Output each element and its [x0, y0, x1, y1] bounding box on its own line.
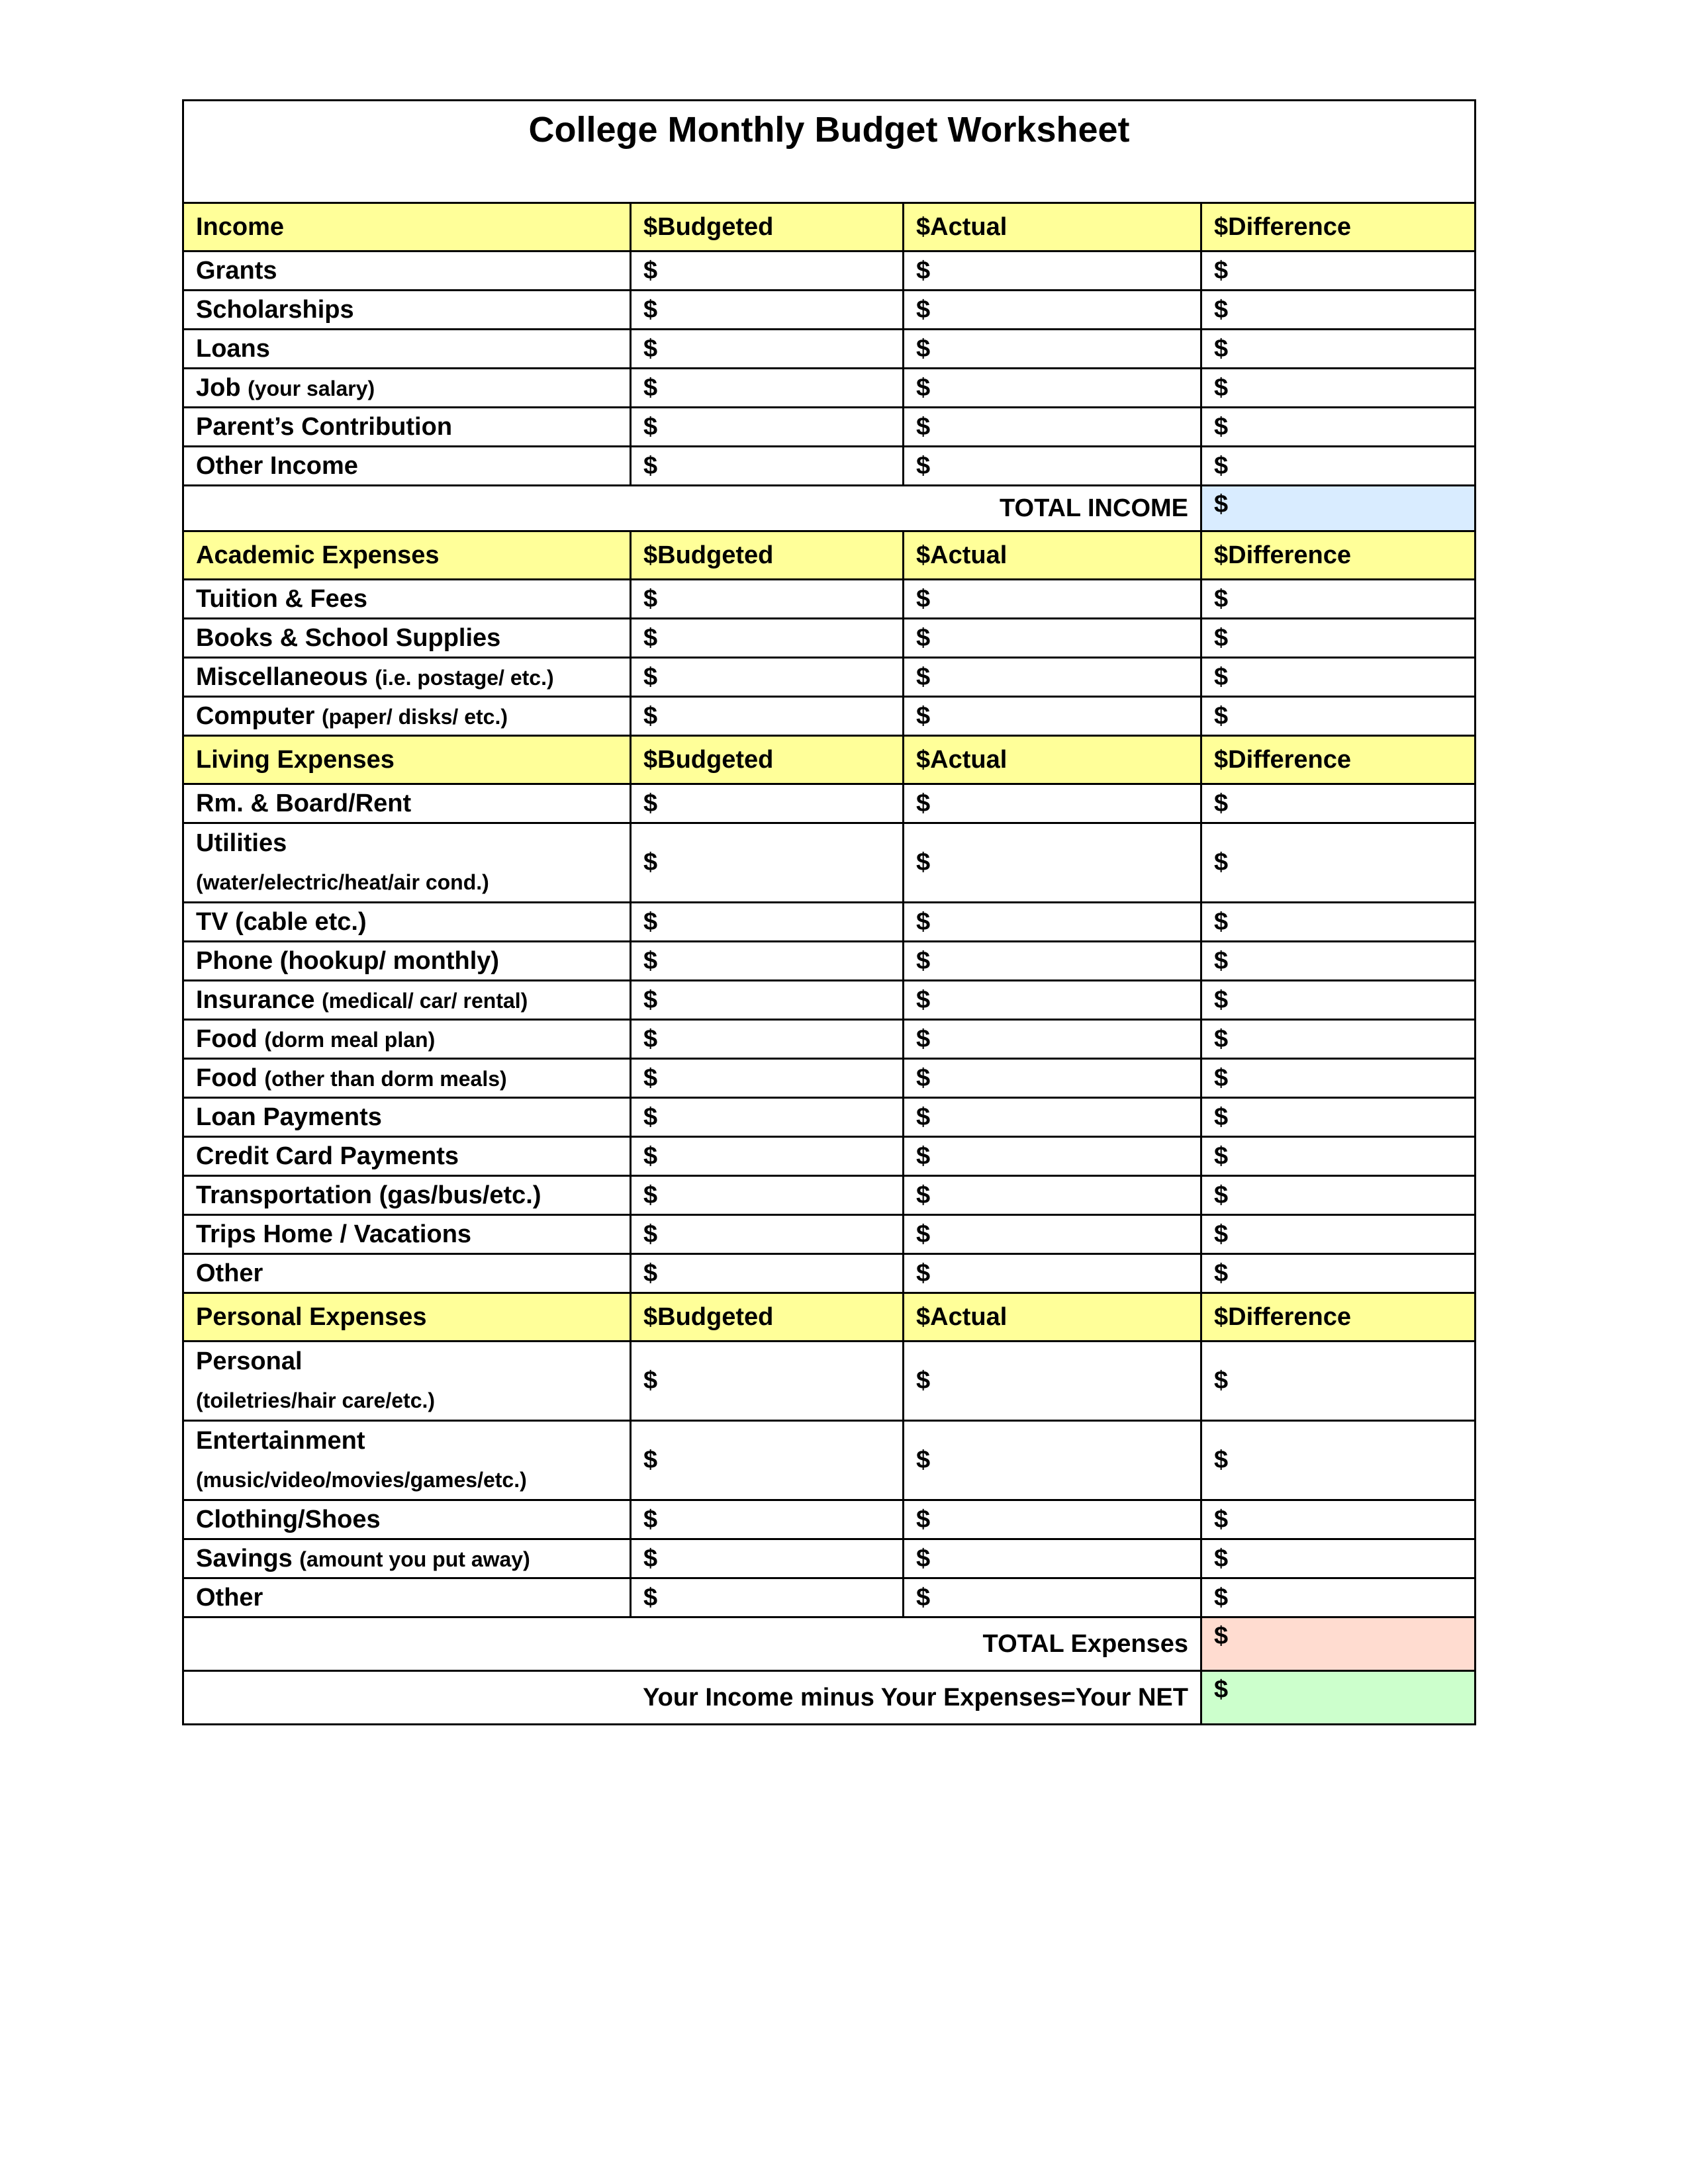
budgeted-amount-cell[interactable]: $ — [631, 1342, 904, 1421]
difference-amount-cell[interactable]: $ — [1201, 1020, 1476, 1059]
actual-amount-cell[interactable]: $ — [904, 981, 1201, 1020]
difference-amount-cell[interactable]: $ — [1201, 369, 1476, 408]
actual-amount-cell[interactable]: $ — [904, 1500, 1201, 1539]
budgeted-amount-cell[interactable]: $ — [631, 1421, 904, 1500]
table-row — [183, 1421, 1476, 1500]
budgeted-amount-cell[interactable]: $ — [631, 1098, 904, 1137]
row-label-text: Parent’s Contribution — [196, 412, 453, 441]
academic-heading: Academic Expenses — [183, 531, 631, 580]
table-row — [183, 251, 1476, 291]
table-row — [183, 942, 1476, 981]
budgeted-amount-cell[interactable]: $ — [631, 1500, 904, 1539]
budgeted-amount-cell[interactable]: $ — [631, 942, 904, 981]
row-label-text: Phone (hookup/ monthly) — [196, 946, 500, 975]
row-label-text: Tuition & Fees — [196, 584, 367, 613]
actual-amount-cell[interactable]: $ — [904, 1342, 1201, 1421]
difference-amount-cell[interactable]: $ — [1201, 251, 1476, 291]
column-actual: $Actual — [904, 203, 1201, 251]
row-label-note: (paper/ disks/ etc.) — [322, 704, 508, 729]
actual-amount-cell[interactable]: $ — [904, 1578, 1201, 1617]
budgeted-amount-cell[interactable]: $ — [631, 1137, 904, 1176]
academic-row-label — [183, 697, 631, 736]
row-label-text: Rm. & Board/Rent — [196, 789, 412, 817]
row-label-text: Entertainment — [196, 1427, 365, 1455]
total-income-amount-cell[interactable]: $ — [1201, 486, 1476, 531]
actual-amount-cell[interactable]: $ — [904, 1020, 1201, 1059]
actual-amount-cell[interactable]: $ — [904, 1176, 1201, 1215]
row-label-note: (other than dorm meals) — [264, 1066, 507, 1091]
difference-amount-cell[interactable]: $ — [1201, 1500, 1476, 1539]
column-budgeted: $Budgeted — [631, 203, 904, 251]
row-label-text: Personal — [196, 1347, 303, 1375]
budgeted-amount-cell[interactable]: $ — [631, 1059, 904, 1098]
table-row — [183, 1342, 1476, 1421]
living-heading: Living Expenses — [183, 736, 631, 784]
row-label-text: Miscellaneous — [196, 662, 368, 691]
actual-amount-cell[interactable]: $ — [904, 784, 1201, 823]
difference-amount-cell[interactable]: $ — [1201, 1059, 1476, 1098]
difference-amount-cell[interactable]: $ — [1201, 1254, 1476, 1293]
row-label-note: (toiletries/hair care/etc.) — [196, 1388, 436, 1412]
living-header-row — [183, 736, 1476, 784]
personal-row-label — [183, 1539, 631, 1578]
column-difference: $Difference — [1201, 203, 1476, 251]
living-row-label — [183, 1137, 631, 1176]
income-header-row — [183, 203, 1476, 251]
budgeted-amount-cell[interactable]: $ — [631, 1020, 904, 1059]
actual-amount-cell[interactable]: $ — [904, 580, 1201, 619]
table-row — [183, 1176, 1476, 1215]
difference-amount-cell[interactable]: $ — [1201, 981, 1476, 1020]
actual-amount-cell[interactable]: $ — [904, 408, 1201, 447]
academic-row-label — [183, 658, 631, 697]
income-row-label — [183, 330, 631, 369]
budgeted-amount-cell[interactable]: $ — [631, 447, 904, 486]
table-row — [183, 903, 1476, 942]
income-heading: Income — [183, 203, 631, 251]
table-row — [183, 619, 1476, 658]
budgeted-amount-cell[interactable]: $ — [631, 697, 904, 736]
living-row-label — [183, 942, 631, 981]
personal-row-label — [183, 1500, 631, 1539]
difference-amount-cell[interactable]: $ — [1201, 1421, 1476, 1500]
table-row — [183, 291, 1476, 330]
actual-amount-cell[interactable]: $ — [904, 1137, 1201, 1176]
actual-amount-cell[interactable]: $ — [904, 330, 1201, 369]
living-row-label — [183, 823, 631, 903]
difference-amount-cell[interactable]: $ — [1201, 1176, 1476, 1215]
budgeted-amount-cell[interactable]: $ — [631, 291, 904, 330]
total-income-label: TOTAL INCOME — [183, 486, 1201, 531]
row-label-text: Food — [196, 1064, 258, 1092]
net-amount-cell[interactable]: $ — [1201, 1671, 1476, 1725]
difference-amount-cell[interactable]: $ — [1201, 1215, 1476, 1254]
row-label-text: Other — [196, 1259, 263, 1287]
personal-heading: Personal Expenses — [183, 1293, 631, 1342]
actual-amount-cell[interactable]: $ — [904, 1098, 1201, 1137]
row-label-note: (i.e. postage/ etc.) — [375, 665, 554, 690]
table-row — [183, 1098, 1476, 1137]
living-row-label — [183, 981, 631, 1020]
table-row — [183, 447, 1476, 486]
row-label-text: Utilities — [196, 829, 287, 857]
personal-header-row — [183, 1293, 1476, 1342]
table-row — [183, 981, 1476, 1020]
budgeted-amount-cell[interactable]: $ — [631, 903, 904, 942]
table-row — [183, 697, 1476, 736]
actual-amount-cell[interactable]: $ — [904, 823, 1201, 903]
living-row-label — [183, 1215, 631, 1254]
row-label-text: Trips Home / Vacations — [196, 1220, 472, 1248]
difference-amount-cell[interactable]: $ — [1201, 619, 1476, 658]
budget-worksheet-table — [182, 99, 1476, 1725]
column-actual: $Actual — [904, 531, 1201, 580]
table-row — [183, 658, 1476, 697]
row-label-note: (your salary) — [248, 376, 375, 400]
difference-amount-cell[interactable]: $ — [1201, 291, 1476, 330]
difference-amount-cell[interactable]: $ — [1201, 580, 1476, 619]
budgeted-amount-cell[interactable]: $ — [631, 784, 904, 823]
table-row — [183, 1500, 1476, 1539]
actual-amount-cell[interactable]: $ — [904, 903, 1201, 942]
academic-row-label — [183, 580, 631, 619]
row-label-note: (dorm meal plan) — [264, 1027, 436, 1052]
table-row — [183, 1578, 1476, 1617]
row-label-text: Savings — [196, 1544, 293, 1572]
budgeted-amount-cell[interactable]: $ — [631, 1539, 904, 1578]
row-label-text: Credit Card Payments — [196, 1142, 459, 1170]
table-row — [183, 1254, 1476, 1293]
table-row — [183, 408, 1476, 447]
row-label-note: (music/video/movies/games/etc.) — [196, 1468, 527, 1492]
table-row — [183, 369, 1476, 408]
row-label-note: (medical/ car/ rental) — [322, 988, 528, 1013]
row-label-text: Other Income — [196, 451, 358, 480]
row-label-text: Grants — [196, 256, 277, 285]
budgeted-amount-cell[interactable]: $ — [631, 580, 904, 619]
row-label-text: Books & School Supplies — [196, 623, 501, 652]
actual-amount-cell[interactable]: $ — [904, 658, 1201, 697]
column-difference: $Difference — [1201, 1293, 1476, 1342]
personal-row-label — [183, 1421, 631, 1500]
column-budgeted: $Budgeted — [631, 1293, 904, 1342]
difference-amount-cell[interactable]: $ — [1201, 942, 1476, 981]
row-label-text: TV (cable etc.) — [196, 907, 367, 936]
living-row-label — [183, 1020, 631, 1059]
difference-amount-cell[interactable]: $ — [1201, 784, 1476, 823]
row-label-text: Other — [196, 1583, 263, 1612]
income-row-label — [183, 369, 631, 408]
difference-amount-cell[interactable]: $ — [1201, 447, 1476, 486]
actual-amount-cell[interactable]: $ — [904, 1059, 1201, 1098]
living-row-label — [183, 903, 631, 942]
income-row-label — [183, 408, 631, 447]
academic-header-row — [183, 531, 1476, 580]
table-row — [183, 823, 1476, 903]
actual-amount-cell[interactable]: $ — [904, 1421, 1201, 1500]
table-row — [183, 1020, 1476, 1059]
row-label-text: Computer — [196, 702, 315, 730]
table-row — [183, 330, 1476, 369]
row-label-text: Job — [196, 373, 241, 402]
table-row — [183, 1137, 1476, 1176]
difference-amount-cell[interactable]: $ — [1201, 1539, 1476, 1578]
income-row-label — [183, 447, 631, 486]
budgeted-amount-cell[interactable]: $ — [631, 981, 904, 1020]
budgeted-amount-cell[interactable]: $ — [631, 1176, 904, 1215]
total-income-row — [183, 486, 1476, 531]
budgeted-amount-cell[interactable]: $ — [631, 1578, 904, 1617]
difference-amount-cell[interactable]: $ — [1201, 1098, 1476, 1137]
living-row-label — [183, 1098, 631, 1137]
column-difference: $Difference — [1201, 736, 1476, 784]
difference-amount-cell[interactable]: $ — [1201, 1578, 1476, 1617]
budgeted-amount-cell[interactable]: $ — [631, 369, 904, 408]
living-row-label — [183, 1254, 631, 1293]
row-label-note: (amount you put away) — [299, 1547, 530, 1571]
budgeted-amount-cell[interactable]: $ — [631, 1215, 904, 1254]
row-label-text: Food — [196, 1024, 258, 1053]
income-row-label — [183, 291, 631, 330]
table-row — [183, 784, 1476, 823]
budgeted-amount-cell[interactable]: $ — [631, 619, 904, 658]
column-actual: $Actual — [904, 1293, 1201, 1342]
actual-amount-cell[interactable]: $ — [904, 447, 1201, 486]
budgeted-amount-cell[interactable]: $ — [631, 823, 904, 903]
difference-amount-cell[interactable]: $ — [1201, 903, 1476, 942]
table-row — [183, 580, 1476, 619]
actual-amount-cell[interactable]: $ — [904, 251, 1201, 291]
academic-row-label — [183, 619, 631, 658]
total-expenses-label: TOTAL Expenses — [183, 1617, 1201, 1671]
actual-amount-cell[interactable]: $ — [904, 1539, 1201, 1578]
column-difference: $Difference — [1201, 531, 1476, 580]
living-row-label — [183, 784, 631, 823]
row-label-text: Transportation (gas/bus/etc.) — [196, 1181, 541, 1209]
actual-amount-cell[interactable]: $ — [904, 369, 1201, 408]
budgeted-amount-cell[interactable]: $ — [631, 408, 904, 447]
row-label-text: Clothing/Shoes — [196, 1505, 381, 1533]
budgeted-amount-cell[interactable]: $ — [631, 1254, 904, 1293]
actual-amount-cell[interactable]: $ — [904, 619, 1201, 658]
total-expenses-amount-cell[interactable]: $ — [1201, 1617, 1476, 1671]
income-row-label — [183, 251, 631, 291]
actual-amount-cell[interactable]: $ — [904, 942, 1201, 981]
difference-amount-cell[interactable]: $ — [1201, 823, 1476, 903]
column-budgeted: $Budgeted — [631, 531, 904, 580]
budgeted-amount-cell[interactable]: $ — [631, 330, 904, 369]
total-expenses-row — [183, 1617, 1476, 1671]
worksheet-title: College Monthly Budget Worksheet — [183, 101, 1476, 203]
living-row-label — [183, 1059, 631, 1098]
difference-amount-cell[interactable]: $ — [1201, 697, 1476, 736]
row-label-text: Insurance — [196, 985, 315, 1014]
row-label-note: (water/electric/heat/air cond.) — [196, 870, 489, 894]
row-label-text: Loans — [196, 334, 270, 363]
difference-amount-cell[interactable]: $ — [1201, 408, 1476, 447]
living-row-label — [183, 1176, 631, 1215]
personal-row-label — [183, 1578, 631, 1617]
table-row — [183, 1539, 1476, 1578]
table-row — [183, 1059, 1476, 1098]
difference-amount-cell[interactable]: $ — [1201, 330, 1476, 369]
personal-row-label — [183, 1342, 631, 1421]
budgeted-amount-cell[interactable]: $ — [631, 658, 904, 697]
actual-amount-cell[interactable]: $ — [904, 697, 1201, 736]
column-actual: $Actual — [904, 736, 1201, 784]
row-label-text: Scholarships — [196, 295, 354, 324]
difference-amount-cell[interactable]: $ — [1201, 1342, 1476, 1421]
net-label: Your Income minus Your Expenses=Your NET — [183, 1671, 1201, 1725]
difference-amount-cell[interactable]: $ — [1201, 658, 1476, 697]
actual-amount-cell[interactable]: $ — [904, 1254, 1201, 1293]
row-label-text: Loan Payments — [196, 1103, 382, 1131]
column-budgeted: $Budgeted — [631, 736, 904, 784]
net-row — [183, 1671, 1476, 1725]
actual-amount-cell[interactable]: $ — [904, 291, 1201, 330]
budgeted-amount-cell[interactable]: $ — [631, 251, 904, 291]
table-row — [183, 1215, 1476, 1254]
difference-amount-cell[interactable]: $ — [1201, 1137, 1476, 1176]
actual-amount-cell[interactable]: $ — [904, 1215, 1201, 1254]
